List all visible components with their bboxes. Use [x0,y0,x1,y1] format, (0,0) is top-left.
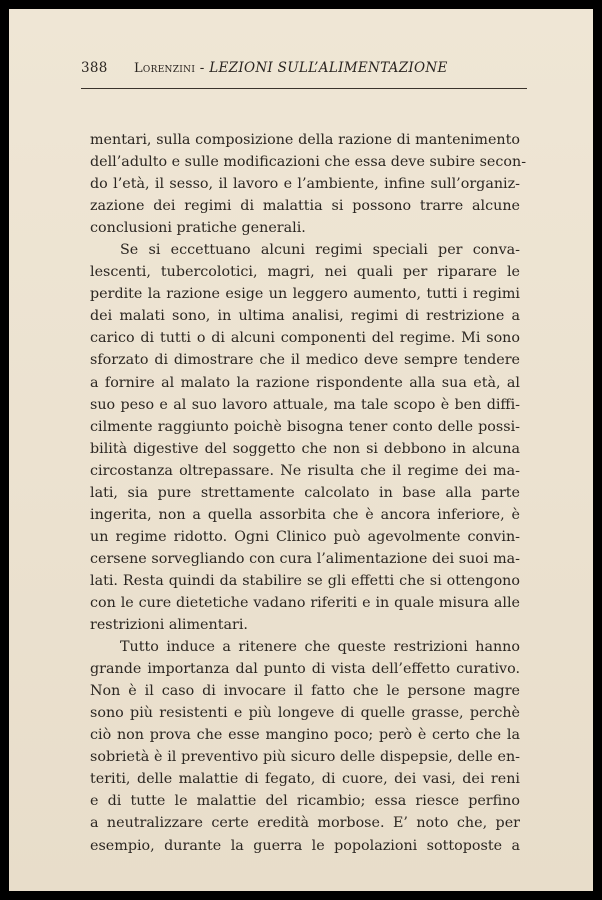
text-line: esempio, durante la guerra le popolazioni sottoposte a [90,837,520,854]
header-separator: - [195,60,210,76]
text-line: sono più resistenti e più longeve di quelle grasse, perchè [90,705,520,722]
text-line: un regime ridotto. Ogni Clinico può agevolmente convin- [90,528,520,545]
text-line: Non è il caso di invocare il fatto che le persone magre [90,683,520,700]
book-title: LEZIONI SULL’ALIMENTAZIONE [209,60,448,76]
running-title [134,60,448,76]
text-line: mentari, sulla composizione della razione di mantenimento [90,132,520,148]
paragraph [90,239,520,636]
text-line: a fornire al malato la razione rispondente alla sua età, al [90,374,520,391]
text-line: circostanza oltrepassare. Ne risulta che il regime dei ma- [90,462,520,479]
text-line: con le cure dietetiche vadano riferiti e in quale misura alle [90,594,520,611]
text-line: bilità digestive del soggetto che non si debbono in alcuna [90,440,520,457]
paragraph [90,636,520,856]
text-line: conclusioni pratiche generali. [90,220,306,237]
text-line: sobrietà è il preventivo più sicuro delle dispepsie, delle en- [90,749,520,766]
text-line: zazione dei regimi di malattia si possono trarre alcune [90,198,520,215]
text-line: dei malati sono, in ultima analisi, regimi di restrizione a [90,308,520,325]
text-line: ingerita, non a quella assorbita che è ancora inferiore, è [90,506,520,523]
text-line: Se si eccettuano alcuni regimi speciali per conva- [120,242,520,259]
text-line: grande importanza dal punto di vista dell’effetto curativo. [90,661,520,678]
text-line: teriti, delle malattie di fegato, di cuore, dei vasi, dei reni [90,771,520,788]
text-line: restrizioni alimentari. [90,617,248,634]
text-line: sforzato di dimostrare che il medico deve sempre tendere [90,352,520,369]
text-line: suo peso e al suo lavoro attuale, ma tale scopo è ben diffi- [90,396,520,413]
text-line: dell’adulto e sulle modificazioni che essa deve subire secon- [90,154,527,171]
page-number: 388 [81,60,108,76]
text-line: a neutralizzare certe eredità morbose. E’ noto che, per [90,815,520,832]
text-line: e di tutte le malattie del ricambio; essa riesce perfino [90,793,520,810]
text-line: lescenti, tubercolotici, magri, nei quali per riparare le [90,264,520,281]
text-line: ciò non prova che esse mangino poco; però è certo che la [90,727,520,744]
body-text [90,129,527,857]
running-header [81,60,527,80]
text-line: cersene sorvegliando con cura l’alimentazione dei suoi ma- [90,550,520,567]
text-line: Tutto induce a ritenere che queste restrizioni hanno [120,639,520,656]
text-line: perdite la razione esige un leggero aumento, tutti i regimi [90,286,520,303]
text-line: carico di tutti o di alcuni componenti del regime. Mi sono [90,330,520,347]
text-line: cilmente raggiunto poichè bisogna tener conto delle possi- [90,418,520,435]
text-line: lati. Resta quindi da stabilire se gli effetti che si ottengono [90,572,520,589]
text-line: lati, sia pure strettamente calcolato in base alla parte [90,484,520,501]
author-name: Lorenzini [134,61,196,76]
text-line: do l’età, il sesso, il lavoro e l’ambiente, infine sull’organiz- [90,176,520,193]
book-page [9,9,593,891]
paragraph [90,129,527,239]
header-rule [81,88,527,89]
